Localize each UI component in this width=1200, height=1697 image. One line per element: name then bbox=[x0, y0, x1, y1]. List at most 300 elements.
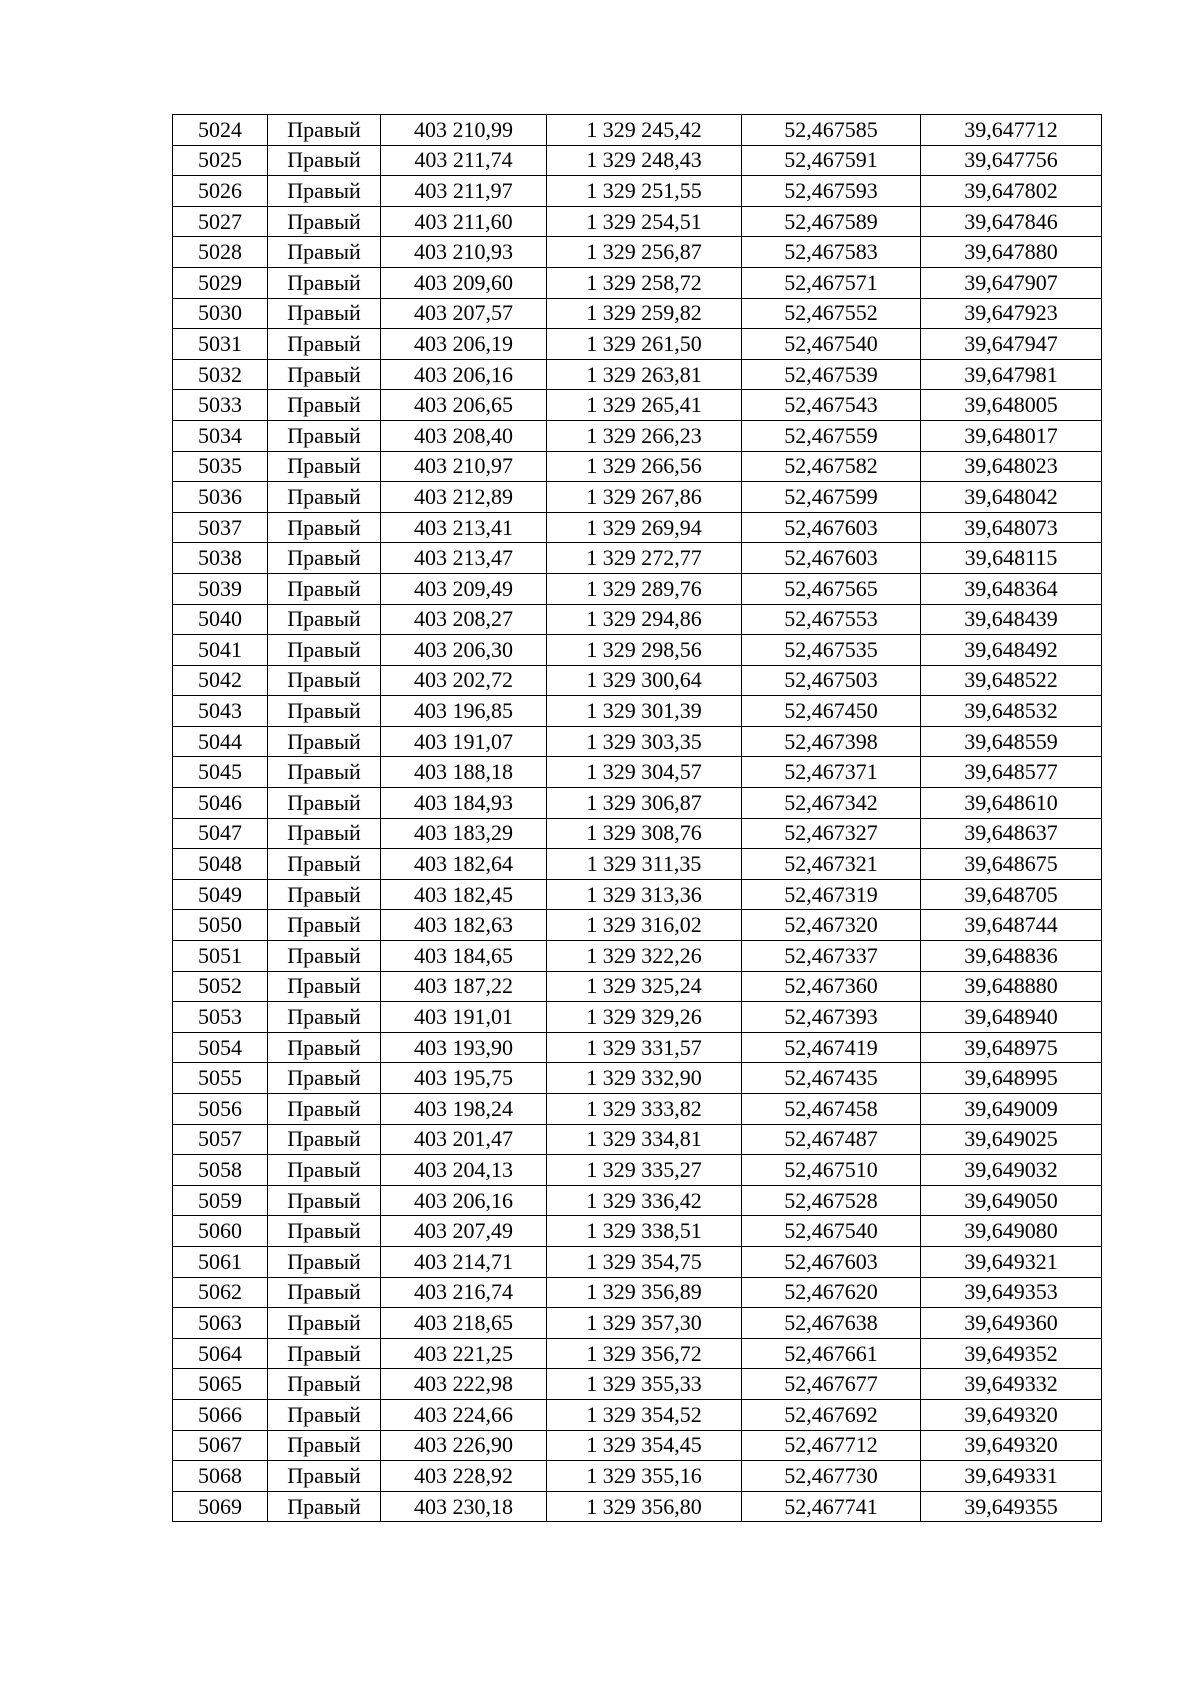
table-row bbox=[173, 267, 1102, 298]
longitude-cell: 39,648940 bbox=[921, 1002, 1102, 1033]
table-row bbox=[173, 1430, 1102, 1461]
point-number-cell: 5041 bbox=[173, 635, 268, 666]
point-number-cell: 5026 bbox=[173, 176, 268, 207]
point-number-cell: 5059 bbox=[173, 1185, 268, 1216]
table-row bbox=[173, 237, 1102, 268]
latitude-cell: 52,467528 bbox=[742, 1185, 921, 1216]
side-cell: Правый bbox=[268, 1430, 381, 1461]
x-coordinate-cell: 403 214,71 bbox=[381, 1246, 547, 1277]
latitude-cell: 52,467393 bbox=[742, 1002, 921, 1033]
side-cell: Правый bbox=[268, 329, 381, 360]
y-coordinate-cell: 1 329 261,50 bbox=[547, 329, 742, 360]
y-coordinate-cell: 1 329 355,16 bbox=[547, 1461, 742, 1492]
side-cell: Правый bbox=[268, 176, 381, 207]
latitude-cell: 52,467603 bbox=[742, 1246, 921, 1277]
latitude-cell: 52,467503 bbox=[742, 665, 921, 696]
table-row bbox=[173, 145, 1102, 176]
side-cell: Правый bbox=[268, 512, 381, 543]
x-coordinate-cell: 403 201,47 bbox=[381, 1124, 547, 1155]
y-coordinate-cell: 1 329 333,82 bbox=[547, 1094, 742, 1125]
latitude-cell: 52,467559 bbox=[742, 420, 921, 451]
point-number-cell: 5040 bbox=[173, 604, 268, 635]
table-row bbox=[173, 665, 1102, 696]
latitude-cell: 52,467319 bbox=[742, 879, 921, 910]
y-coordinate-cell: 1 329 356,80 bbox=[547, 1491, 742, 1522]
side-cell: Правый bbox=[268, 818, 381, 849]
y-coordinate-cell: 1 329 300,64 bbox=[547, 665, 742, 696]
x-coordinate-cell: 403 212,89 bbox=[381, 482, 547, 513]
longitude-cell: 39,648705 bbox=[921, 879, 1102, 910]
latitude-cell: 52,467327 bbox=[742, 818, 921, 849]
table-row bbox=[173, 910, 1102, 941]
longitude-cell: 39,649321 bbox=[921, 1246, 1102, 1277]
x-coordinate-cell: 403 204,13 bbox=[381, 1155, 547, 1186]
point-number-cell: 5042 bbox=[173, 665, 268, 696]
latitude-cell: 52,467487 bbox=[742, 1124, 921, 1155]
point-number-cell: 5028 bbox=[173, 237, 268, 268]
y-coordinate-cell: 1 329 258,72 bbox=[547, 267, 742, 298]
latitude-cell: 52,467552 bbox=[742, 298, 921, 329]
x-coordinate-cell: 403 191,07 bbox=[381, 726, 547, 757]
latitude-cell: 52,467543 bbox=[742, 390, 921, 421]
point-number-cell: 5069 bbox=[173, 1491, 268, 1522]
x-coordinate-cell: 403 193,90 bbox=[381, 1032, 547, 1063]
longitude-cell: 39,647923 bbox=[921, 298, 1102, 329]
latitude-cell: 52,467371 bbox=[742, 757, 921, 788]
x-coordinate-cell: 403 198,24 bbox=[381, 1094, 547, 1125]
side-cell: Правый bbox=[268, 879, 381, 910]
table-row bbox=[173, 573, 1102, 604]
longitude-cell: 39,647981 bbox=[921, 359, 1102, 390]
y-coordinate-cell: 1 329 322,26 bbox=[547, 941, 742, 972]
side-cell: Правый bbox=[268, 482, 381, 513]
y-coordinate-cell: 1 329 272,77 bbox=[547, 543, 742, 574]
longitude-cell: 39,648023 bbox=[921, 451, 1102, 482]
longitude-cell: 39,649332 bbox=[921, 1369, 1102, 1400]
x-coordinate-cell: 403 208,27 bbox=[381, 604, 547, 635]
longitude-cell: 39,648559 bbox=[921, 726, 1102, 757]
x-coordinate-cell: 403 213,47 bbox=[381, 543, 547, 574]
x-coordinate-cell: 403 208,40 bbox=[381, 420, 547, 451]
y-coordinate-cell: 1 329 254,51 bbox=[547, 206, 742, 237]
table-row bbox=[173, 1338, 1102, 1369]
side-cell: Правый bbox=[268, 1032, 381, 1063]
x-coordinate-cell: 403 195,75 bbox=[381, 1063, 547, 1094]
x-coordinate-cell: 403 216,74 bbox=[381, 1277, 547, 1308]
side-cell: Правый bbox=[268, 1155, 381, 1186]
latitude-cell: 52,467435 bbox=[742, 1063, 921, 1094]
point-number-cell: 5066 bbox=[173, 1399, 268, 1430]
table-row bbox=[173, 1032, 1102, 1063]
longitude-cell: 39,649009 bbox=[921, 1094, 1102, 1125]
y-coordinate-cell: 1 329 301,39 bbox=[547, 696, 742, 727]
y-coordinate-cell: 1 329 354,75 bbox=[547, 1246, 742, 1277]
side-cell: Правый bbox=[268, 1094, 381, 1125]
side-cell: Правый bbox=[268, 115, 381, 146]
x-coordinate-cell: 403 226,90 bbox=[381, 1430, 547, 1461]
latitude-cell: 52,467342 bbox=[742, 788, 921, 819]
latitude-cell: 52,467540 bbox=[742, 329, 921, 360]
side-cell: Правый bbox=[268, 971, 381, 1002]
longitude-cell: 39,648675 bbox=[921, 849, 1102, 880]
longitude-cell: 39,649080 bbox=[921, 1216, 1102, 1247]
table-row bbox=[173, 1155, 1102, 1186]
side-cell: Правый bbox=[268, 543, 381, 574]
x-coordinate-cell: 403 222,98 bbox=[381, 1369, 547, 1400]
point-number-cell: 5049 bbox=[173, 879, 268, 910]
table-row bbox=[173, 206, 1102, 237]
table-row bbox=[173, 298, 1102, 329]
latitude-cell: 52,467398 bbox=[742, 726, 921, 757]
longitude-cell: 39,648115 bbox=[921, 543, 1102, 574]
y-coordinate-cell: 1 329 248,43 bbox=[547, 145, 742, 176]
y-coordinate-cell: 1 329 303,35 bbox=[547, 726, 742, 757]
table-row bbox=[173, 1094, 1102, 1125]
x-coordinate-cell: 403 206,30 bbox=[381, 635, 547, 666]
x-coordinate-cell: 403 209,60 bbox=[381, 267, 547, 298]
point-number-cell: 5063 bbox=[173, 1308, 268, 1339]
x-coordinate-cell: 403 207,57 bbox=[381, 298, 547, 329]
table-row bbox=[173, 1491, 1102, 1522]
latitude-cell: 52,467535 bbox=[742, 635, 921, 666]
y-coordinate-cell: 1 329 325,24 bbox=[547, 971, 742, 1002]
longitude-cell: 39,649353 bbox=[921, 1277, 1102, 1308]
table-row bbox=[173, 359, 1102, 390]
point-number-cell: 5045 bbox=[173, 757, 268, 788]
side-cell: Правый bbox=[268, 604, 381, 635]
longitude-cell: 39,648522 bbox=[921, 665, 1102, 696]
latitude-cell: 52,467712 bbox=[742, 1430, 921, 1461]
longitude-cell: 39,647802 bbox=[921, 176, 1102, 207]
x-coordinate-cell: 403 210,93 bbox=[381, 237, 547, 268]
side-cell: Правый bbox=[268, 1063, 381, 1094]
y-coordinate-cell: 1 329 313,36 bbox=[547, 879, 742, 910]
longitude-cell: 39,649320 bbox=[921, 1430, 1102, 1461]
point-number-cell: 5047 bbox=[173, 818, 268, 849]
point-number-cell: 5060 bbox=[173, 1216, 268, 1247]
table-row bbox=[173, 543, 1102, 574]
y-coordinate-cell: 1 329 266,56 bbox=[547, 451, 742, 482]
y-coordinate-cell: 1 329 356,72 bbox=[547, 1338, 742, 1369]
y-coordinate-cell: 1 329 355,33 bbox=[547, 1369, 742, 1400]
latitude-cell: 52,467565 bbox=[742, 573, 921, 604]
longitude-cell: 39,648610 bbox=[921, 788, 1102, 819]
table-row bbox=[173, 512, 1102, 543]
table-row bbox=[173, 604, 1102, 635]
y-coordinate-cell: 1 329 269,94 bbox=[547, 512, 742, 543]
y-coordinate-cell: 1 329 289,76 bbox=[547, 573, 742, 604]
longitude-cell: 39,648017 bbox=[921, 420, 1102, 451]
point-number-cell: 5051 bbox=[173, 941, 268, 972]
latitude-cell: 52,467321 bbox=[742, 849, 921, 880]
side-cell: Правый bbox=[268, 910, 381, 941]
longitude-cell: 39,648073 bbox=[921, 512, 1102, 543]
point-number-cell: 5058 bbox=[173, 1155, 268, 1186]
longitude-cell: 39,647756 bbox=[921, 145, 1102, 176]
longitude-cell: 39,649025 bbox=[921, 1124, 1102, 1155]
x-coordinate-cell: 403 191,01 bbox=[381, 1002, 547, 1033]
latitude-cell: 52,467661 bbox=[742, 1338, 921, 1369]
latitude-cell: 52,467692 bbox=[742, 1399, 921, 1430]
y-coordinate-cell: 1 329 335,27 bbox=[547, 1155, 742, 1186]
side-cell: Правый bbox=[268, 635, 381, 666]
y-coordinate-cell: 1 329 332,90 bbox=[547, 1063, 742, 1094]
table-row bbox=[173, 420, 1102, 451]
side-cell: Правый bbox=[268, 1308, 381, 1339]
latitude-cell: 52,467419 bbox=[742, 1032, 921, 1063]
point-number-cell: 5062 bbox=[173, 1277, 268, 1308]
side-cell: Правый bbox=[268, 390, 381, 421]
x-coordinate-cell: 403 211,97 bbox=[381, 176, 547, 207]
longitude-cell: 39,648637 bbox=[921, 818, 1102, 849]
point-number-cell: 5024 bbox=[173, 115, 268, 146]
x-coordinate-cell: 403 211,74 bbox=[381, 145, 547, 176]
longitude-cell: 39,647907 bbox=[921, 267, 1102, 298]
side-cell: Правый bbox=[268, 1369, 381, 1400]
x-coordinate-cell: 403 213,41 bbox=[381, 512, 547, 543]
table-row bbox=[173, 757, 1102, 788]
longitude-cell: 39,649320 bbox=[921, 1399, 1102, 1430]
y-coordinate-cell: 1 329 334,81 bbox=[547, 1124, 742, 1155]
y-coordinate-cell: 1 329 304,57 bbox=[547, 757, 742, 788]
longitude-cell: 39,647947 bbox=[921, 329, 1102, 360]
point-number-cell: 5044 bbox=[173, 726, 268, 757]
longitude-cell: 39,647712 bbox=[921, 115, 1102, 146]
side-cell: Правый bbox=[268, 1124, 381, 1155]
table-row bbox=[173, 1063, 1102, 1094]
table-row bbox=[173, 451, 1102, 482]
point-number-cell: 5065 bbox=[173, 1369, 268, 1400]
x-coordinate-cell: 403 206,16 bbox=[381, 359, 547, 390]
table-row bbox=[173, 788, 1102, 819]
point-number-cell: 5055 bbox=[173, 1063, 268, 1094]
table-row bbox=[173, 1216, 1102, 1247]
table-row bbox=[173, 879, 1102, 910]
x-coordinate-cell: 403 196,85 bbox=[381, 696, 547, 727]
point-number-cell: 5030 bbox=[173, 298, 268, 329]
x-coordinate-cell: 403 182,64 bbox=[381, 849, 547, 880]
latitude-cell: 52,467320 bbox=[742, 910, 921, 941]
y-coordinate-cell: 1 329 338,51 bbox=[547, 1216, 742, 1247]
point-number-cell: 5039 bbox=[173, 573, 268, 604]
longitude-cell: 39,648577 bbox=[921, 757, 1102, 788]
side-cell: Правый bbox=[268, 1461, 381, 1492]
x-coordinate-cell: 403 182,45 bbox=[381, 879, 547, 910]
side-cell: Правый bbox=[268, 145, 381, 176]
x-coordinate-cell: 403 206,65 bbox=[381, 390, 547, 421]
point-number-cell: 5067 bbox=[173, 1430, 268, 1461]
point-number-cell: 5052 bbox=[173, 971, 268, 1002]
table-row bbox=[173, 971, 1102, 1002]
x-coordinate-cell: 403 183,29 bbox=[381, 818, 547, 849]
x-coordinate-cell: 403 182,63 bbox=[381, 910, 547, 941]
side-cell: Правый bbox=[268, 1338, 381, 1369]
latitude-cell: 52,467571 bbox=[742, 267, 921, 298]
x-coordinate-cell: 403 221,25 bbox=[381, 1338, 547, 1369]
side-cell: Правый bbox=[268, 1246, 381, 1277]
side-cell: Правый bbox=[268, 1185, 381, 1216]
point-number-cell: 5034 bbox=[173, 420, 268, 451]
table-row bbox=[173, 390, 1102, 421]
latitude-cell: 52,467585 bbox=[742, 115, 921, 146]
side-cell: Правый bbox=[268, 1277, 381, 1308]
y-coordinate-cell: 1 329 308,76 bbox=[547, 818, 742, 849]
y-coordinate-cell: 1 329 357,30 bbox=[547, 1308, 742, 1339]
y-coordinate-cell: 1 329 311,35 bbox=[547, 849, 742, 880]
x-coordinate-cell: 403 202,72 bbox=[381, 665, 547, 696]
longitude-cell: 39,648364 bbox=[921, 573, 1102, 604]
table-row bbox=[173, 482, 1102, 513]
table-row bbox=[173, 1399, 1102, 1430]
latitude-cell: 52,467583 bbox=[742, 237, 921, 268]
point-number-cell: 5031 bbox=[173, 329, 268, 360]
x-coordinate-cell: 403 207,49 bbox=[381, 1216, 547, 1247]
x-coordinate-cell: 403 184,65 bbox=[381, 941, 547, 972]
x-coordinate-cell: 403 224,66 bbox=[381, 1399, 547, 1430]
side-cell: Правый bbox=[268, 573, 381, 604]
y-coordinate-cell: 1 329 251,55 bbox=[547, 176, 742, 207]
latitude-cell: 52,467450 bbox=[742, 696, 921, 727]
y-coordinate-cell: 1 329 316,02 bbox=[547, 910, 742, 941]
y-coordinate-cell: 1 329 263,81 bbox=[547, 359, 742, 390]
longitude-cell: 39,649331 bbox=[921, 1461, 1102, 1492]
longitude-cell: 39,649032 bbox=[921, 1155, 1102, 1186]
y-coordinate-cell: 1 329 356,89 bbox=[547, 1277, 742, 1308]
side-cell: Правый bbox=[268, 665, 381, 696]
point-number-cell: 5046 bbox=[173, 788, 268, 819]
latitude-cell: 52,467510 bbox=[742, 1155, 921, 1186]
x-coordinate-cell: 403 187,22 bbox=[381, 971, 547, 1002]
x-coordinate-cell: 403 218,65 bbox=[381, 1308, 547, 1339]
latitude-cell: 52,467599 bbox=[742, 482, 921, 513]
latitude-cell: 52,467593 bbox=[742, 176, 921, 207]
table-row bbox=[173, 818, 1102, 849]
longitude-cell: 39,648439 bbox=[921, 604, 1102, 635]
side-cell: Правый bbox=[268, 1002, 381, 1033]
latitude-cell: 52,467589 bbox=[742, 206, 921, 237]
y-coordinate-cell: 1 329 354,52 bbox=[547, 1399, 742, 1430]
x-coordinate-cell: 403 209,49 bbox=[381, 573, 547, 604]
side-cell: Правый bbox=[268, 420, 381, 451]
longitude-cell: 39,649352 bbox=[921, 1338, 1102, 1369]
latitude-cell: 52,467553 bbox=[742, 604, 921, 635]
longitude-cell: 39,647846 bbox=[921, 206, 1102, 237]
point-number-cell: 5048 bbox=[173, 849, 268, 880]
table-row bbox=[173, 635, 1102, 666]
side-cell: Правый bbox=[268, 359, 381, 390]
longitude-cell: 39,648005 bbox=[921, 390, 1102, 421]
side-cell: Правый bbox=[268, 788, 381, 819]
x-coordinate-cell: 403 206,16 bbox=[381, 1185, 547, 1216]
y-coordinate-cell: 1 329 294,86 bbox=[547, 604, 742, 635]
table-row bbox=[173, 1124, 1102, 1155]
table-row bbox=[173, 329, 1102, 360]
longitude-cell: 39,648042 bbox=[921, 482, 1102, 513]
latitude-cell: 52,467540 bbox=[742, 1216, 921, 1247]
latitude-cell: 52,467337 bbox=[742, 941, 921, 972]
point-number-cell: 5054 bbox=[173, 1032, 268, 1063]
longitude-cell: 39,648744 bbox=[921, 910, 1102, 941]
table-row bbox=[173, 176, 1102, 207]
latitude-cell: 52,467741 bbox=[742, 1491, 921, 1522]
point-number-cell: 5037 bbox=[173, 512, 268, 543]
longitude-cell: 39,648492 bbox=[921, 635, 1102, 666]
latitude-cell: 52,467603 bbox=[742, 543, 921, 574]
y-coordinate-cell: 1 329 267,86 bbox=[547, 482, 742, 513]
point-number-cell: 5068 bbox=[173, 1461, 268, 1492]
x-coordinate-cell: 403 188,18 bbox=[381, 757, 547, 788]
point-number-cell: 5027 bbox=[173, 206, 268, 237]
y-coordinate-cell: 1 329 354,45 bbox=[547, 1430, 742, 1461]
longitude-cell: 39,648880 bbox=[921, 971, 1102, 1002]
longitude-cell: 39,648995 bbox=[921, 1063, 1102, 1094]
coordinates-table bbox=[172, 114, 1102, 1522]
y-coordinate-cell: 1 329 259,82 bbox=[547, 298, 742, 329]
latitude-cell: 52,467591 bbox=[742, 145, 921, 176]
point-number-cell: 5038 bbox=[173, 543, 268, 574]
latitude-cell: 52,467603 bbox=[742, 512, 921, 543]
side-cell: Правый bbox=[268, 206, 381, 237]
table-row bbox=[173, 726, 1102, 757]
side-cell: Правый bbox=[268, 451, 381, 482]
longitude-cell: 39,648532 bbox=[921, 696, 1102, 727]
y-coordinate-cell: 1 329 245,42 bbox=[547, 115, 742, 146]
table-row bbox=[173, 941, 1102, 972]
point-number-cell: 5057 bbox=[173, 1124, 268, 1155]
latitude-cell: 52,467458 bbox=[742, 1094, 921, 1125]
point-number-cell: 5053 bbox=[173, 1002, 268, 1033]
y-coordinate-cell: 1 329 266,23 bbox=[547, 420, 742, 451]
side-cell: Правый bbox=[268, 726, 381, 757]
longitude-cell: 39,649360 bbox=[921, 1308, 1102, 1339]
latitude-cell: 52,467539 bbox=[742, 359, 921, 390]
table-row bbox=[173, 1369, 1102, 1400]
longitude-cell: 39,647880 bbox=[921, 237, 1102, 268]
point-number-cell: 5050 bbox=[173, 910, 268, 941]
point-number-cell: 5029 bbox=[173, 267, 268, 298]
x-coordinate-cell: 403 210,99 bbox=[381, 115, 547, 146]
latitude-cell: 52,467620 bbox=[742, 1277, 921, 1308]
y-coordinate-cell: 1 329 331,57 bbox=[547, 1032, 742, 1063]
table-row bbox=[173, 1308, 1102, 1339]
table-row bbox=[173, 696, 1102, 727]
y-coordinate-cell: 1 329 306,87 bbox=[547, 788, 742, 819]
table-row bbox=[173, 1461, 1102, 1492]
x-coordinate-cell: 403 206,19 bbox=[381, 329, 547, 360]
longitude-cell: 39,648975 bbox=[921, 1032, 1102, 1063]
longitude-cell: 39,649050 bbox=[921, 1185, 1102, 1216]
y-coordinate-cell: 1 329 329,26 bbox=[547, 1002, 742, 1033]
side-cell: Правый bbox=[268, 298, 381, 329]
point-number-cell: 5025 bbox=[173, 145, 268, 176]
side-cell: Правый bbox=[268, 757, 381, 788]
side-cell: Правый bbox=[268, 849, 381, 880]
side-cell: Правый bbox=[268, 267, 381, 298]
latitude-cell: 52,467582 bbox=[742, 451, 921, 482]
point-number-cell: 5043 bbox=[173, 696, 268, 727]
latitude-cell: 52,467360 bbox=[742, 971, 921, 1002]
y-coordinate-cell: 1 329 256,87 bbox=[547, 237, 742, 268]
table-row bbox=[173, 1002, 1102, 1033]
x-coordinate-cell: 403 230,18 bbox=[381, 1491, 547, 1522]
longitude-cell: 39,648836 bbox=[921, 941, 1102, 972]
table-row bbox=[173, 115, 1102, 146]
point-number-cell: 5035 bbox=[173, 451, 268, 482]
point-number-cell: 5064 bbox=[173, 1338, 268, 1369]
side-cell: Правый bbox=[268, 1399, 381, 1430]
point-number-cell: 5032 bbox=[173, 359, 268, 390]
side-cell: Правый bbox=[268, 1491, 381, 1522]
